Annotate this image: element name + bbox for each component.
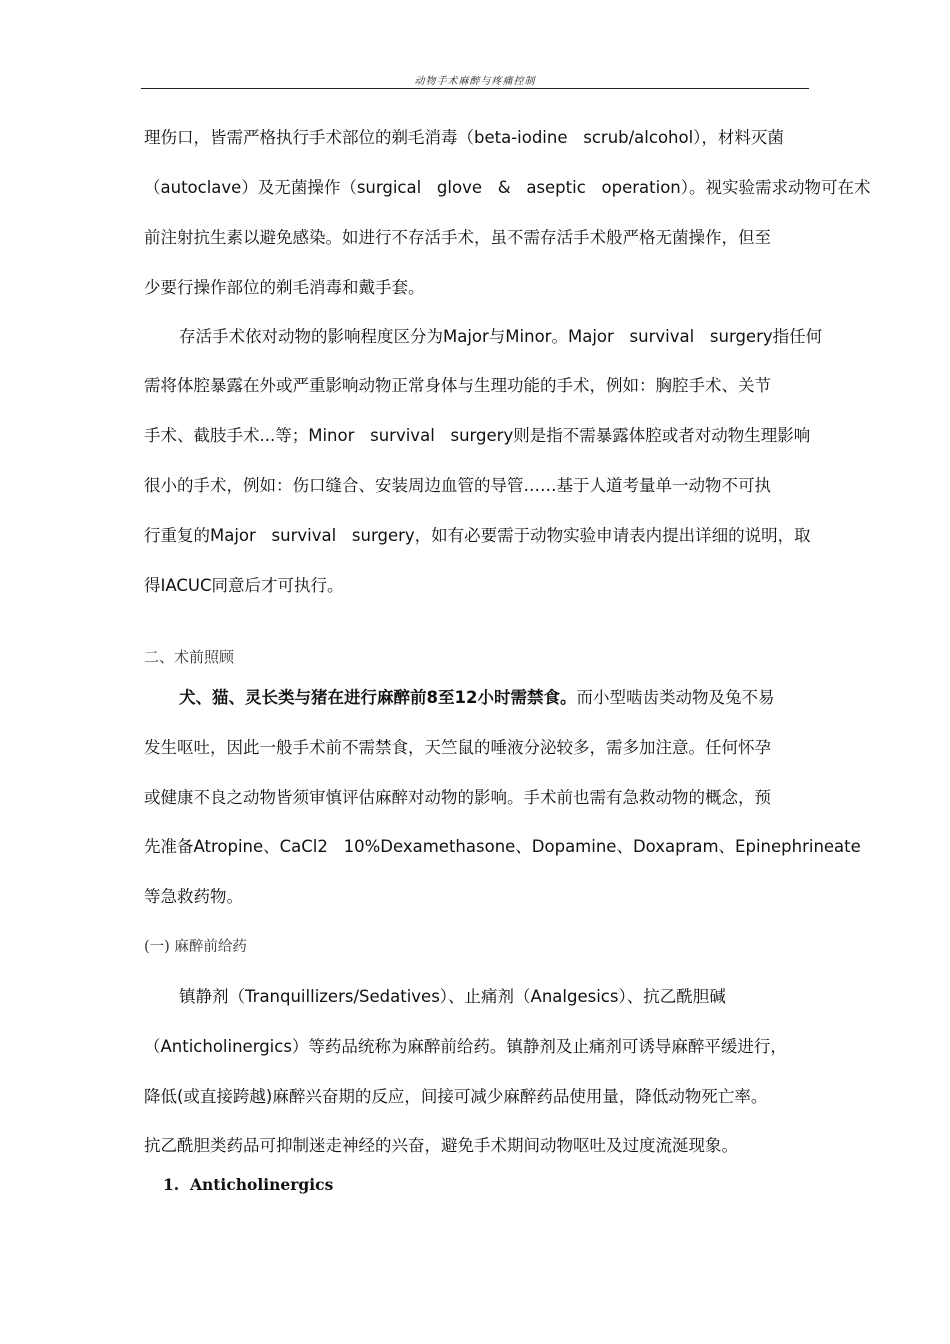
body-line: 手术、截肢手术...等；Minor survival surgery则是指不需暴露体腔或者对动物生理影响 xyxy=(144,426,811,445)
body-line: 发生呕吐，因此一般手术前不需禁食，天竺鼠的唾液分泌较多，需多加注意。任何怀孕 xyxy=(144,738,771,757)
body-line: 少要行操作部位的剃毛消毒和戴手套。 xyxy=(144,278,425,297)
body-line: 很小的手术，例如：伤口缝合、安装周边血管的导管……基于人道考量单一动物不可执 xyxy=(144,476,771,495)
lead-rest-text: 而小型啮齿类动物及兔不易 xyxy=(576,688,775,707)
body-line: 降低(或直接跨越)麻醉兴奋期的反应，间接可减少麻醉药品使用量，降低动物死亡率。 xyxy=(144,1087,768,1106)
numbered-heading: 1. Anticholinergics xyxy=(163,1175,334,1194)
body-line: （autoclave）及无菌操作（surgical glove & aseptic operation）。视实验需求动物可在术 xyxy=(144,178,871,197)
section-lead-paragraph xyxy=(179,686,847,710)
body-line: 存活手术依对动物的影响程度区分为Major与Minor。Major survival surgery指任何 xyxy=(179,327,823,346)
body-line: 抗乙酰胆类药品可抑制迷走神经的兴奋，避免手术期间动物呕吐及过度流涎现象。 xyxy=(144,1136,738,1155)
bold-lead-text: 犬、猫、灵长类与猪在进行麻醉前8至12小时需禁食。 xyxy=(179,688,577,707)
running-header: 动物手术麻醉与疼痛控制 xyxy=(414,76,536,87)
section-heading: 二、术前照顾 xyxy=(144,648,235,666)
body-line: 镇静剂（Tranquillizers/Sedatives）、止痛剂（Analgesics）、抗乙酰胆碱 xyxy=(179,987,726,1006)
body-line: 行重复的Major survival surgery，如有必要需于动物实验申请表内提出详细的说明，取 xyxy=(144,526,811,545)
body-line: 等急救药物。 xyxy=(144,887,243,906)
body-line: 得IACUC同意后才可执行。 xyxy=(144,576,344,595)
body-line: 前注射抗生素以避免感染。如进行不存活手术，虽不需存活手术般严格无菌操作，但至 xyxy=(144,228,771,247)
body-line: 需将体腔暴露在外或严重影响动物正常身体与生理功能的手术，例如：胸腔手术、关节 xyxy=(144,376,771,395)
body-line: 理伤口，皆需严格执行手术部位的剃毛消毒（beta-iodine scrub/alcohol），材料灭菌 xyxy=(144,128,784,147)
body-line: 或健康不良之动物皆须审慎评估麻醉对动物的影响。手术前也需有急救动物的概念，预 xyxy=(144,788,771,807)
body-line: （Anticholinergics）等药品统称为麻醉前给药。镇静剂及止痛剂可诱导麻醉平缓进行， xyxy=(144,1037,787,1056)
body-line: 先准备Atropine、CaCl2 10%Dexamethasone、Dopamine、Doxapram、Epinephrineate xyxy=(144,837,861,856)
header-divider xyxy=(141,88,809,89)
subsection-heading: (一) 麻醉前给药 xyxy=(144,939,247,955)
